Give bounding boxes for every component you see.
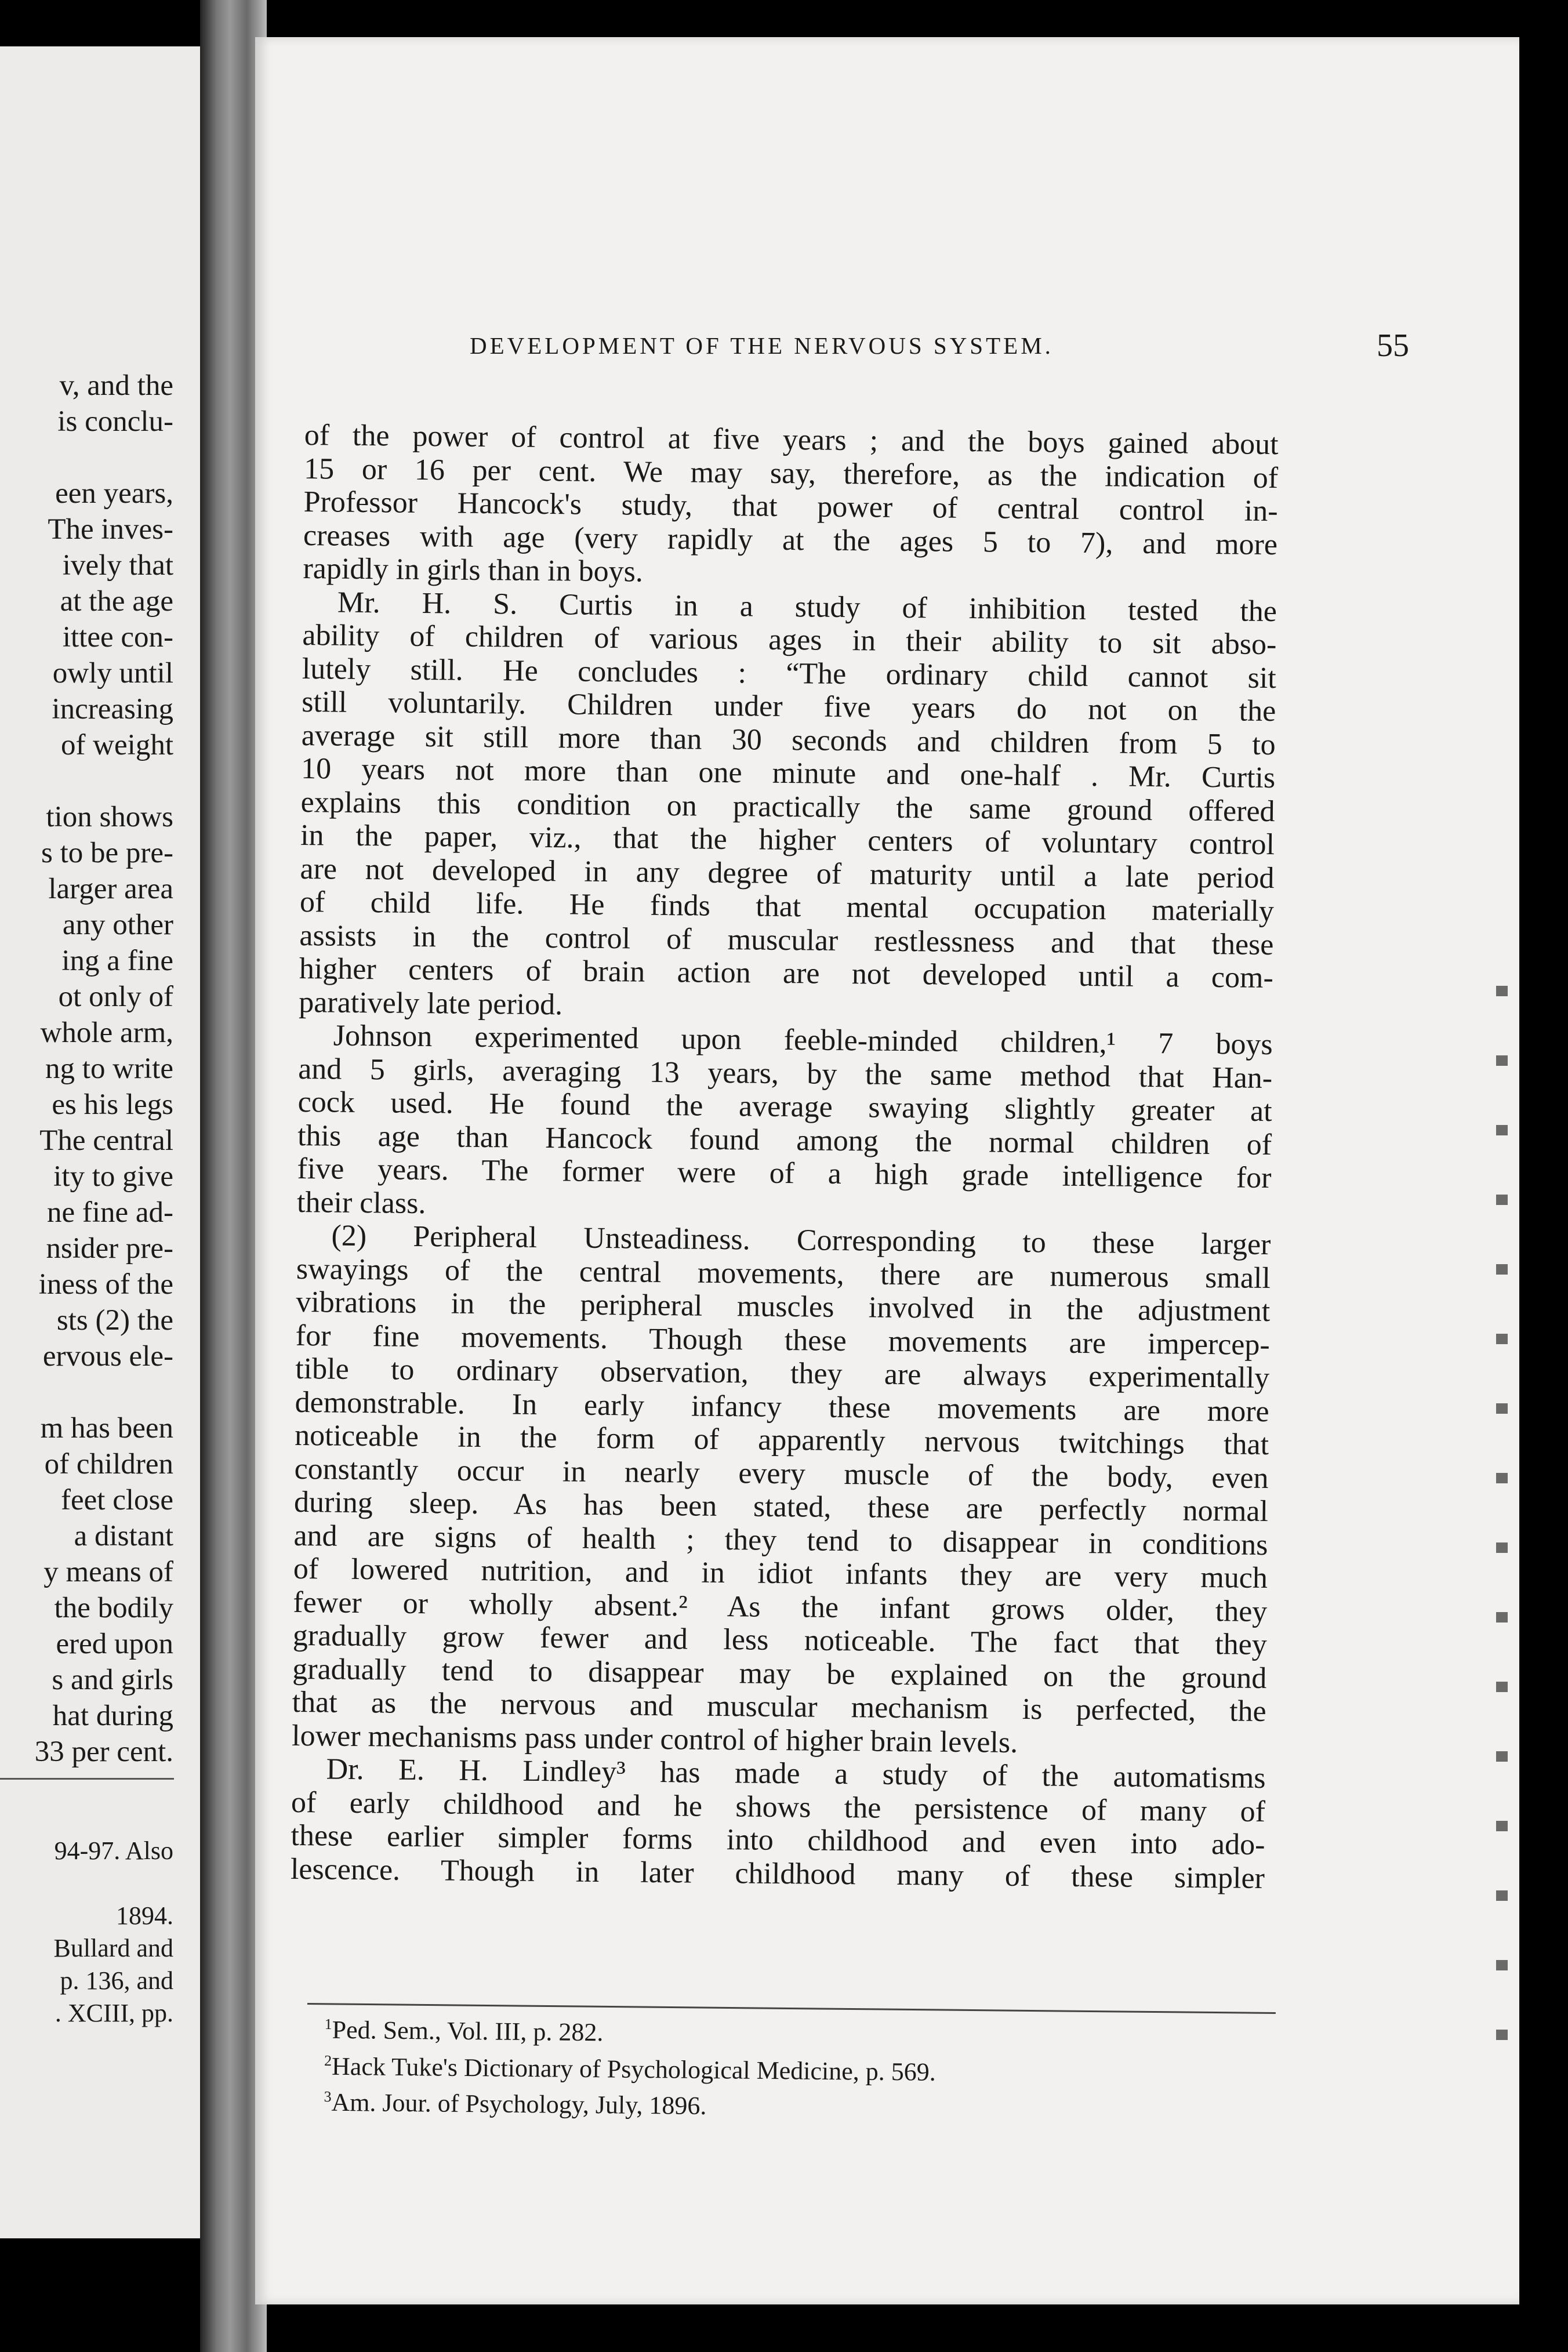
left-text-line: s to be pre- — [41, 837, 173, 869]
text-line: swayings of the central movements, there are numerous small — [296, 1252, 1271, 1295]
text-line: assists in the control of muscular restlessness and that these — [299, 919, 1274, 961]
left-footnote-rule — [0, 1778, 174, 1780]
left-text-line: ittee con- — [62, 621, 173, 654]
text-line: of lowered nutrition, and in idiot infants they are very much — [293, 1552, 1268, 1595]
text-line: and 5 girls, averaging 13 years, by the same method that Han- — [297, 1052, 1273, 1095]
left-text-line: y means of — [43, 1556, 173, 1588]
left-footnote-line: Bullard and — [53, 1934, 173, 1962]
left-text-line: of children — [44, 1448, 173, 1480]
left-text-line: larger area — [48, 873, 173, 905]
running-title: DEVELOPMENT OF THE NERVOUS SYSTEM. — [470, 332, 1054, 359]
text-line: lutely still. He concludes : “The ordinary child cannot sit — [302, 652, 1277, 695]
left-text-line: of weight — [60, 729, 173, 761]
left-text-line: increasing — [52, 693, 173, 725]
page-number: 55 — [1377, 328, 1409, 364]
left-text-line: ot only of — [58, 981, 173, 1013]
text-line: Mr. H. S. Curtis in a study of inhibition tested the — [337, 586, 1277, 628]
left-text-line: v, and the — [59, 369, 173, 402]
text-line: rapidly in girls than in boys. — [303, 551, 644, 589]
left-footnote-line: 1894. — [116, 1901, 173, 1930]
text-line: 15 or 16 per cent. We may say, therefore, as the indication of — [303, 452, 1279, 495]
left-text-line: ng to write — [45, 1052, 173, 1085]
footnote: $^3$Am. Jour. of Psychology, July, 1896. — [324, 2088, 707, 2121]
left-text-line: The central — [39, 1124, 173, 1157]
left-text-line: iness of the — [38, 1268, 173, 1301]
text-line: creases with age (very rapidly at the ages 5 to 7), and more — [303, 518, 1278, 561]
left-text-line: es his legs — [52, 1088, 173, 1121]
left-text-line: ively that — [62, 549, 173, 582]
text-line: of the power of control at five years ; and the boys gained about — [304, 419, 1279, 462]
left-text-line: any other — [62, 909, 173, 941]
left-footnote-line: . XCIII, pp. — [55, 1999, 173, 2027]
text-line: their class. — [296, 1185, 426, 1220]
left-text-line: sts (2) the — [56, 1304, 173, 1337]
left-text-line: at the age — [60, 585, 173, 618]
body-text — [291, 419, 1279, 1895]
left-text-line: ered upon — [56, 1628, 173, 1660]
text-line: during sleep. As has been stated, these are perfectly normal — [293, 1485, 1269, 1529]
text-line: these earlier simpler forms into childhood and even into ado- — [291, 1819, 1265, 1862]
left-text-line: the bodily — [54, 1592, 173, 1624]
text-line: constantly occur in nearly every muscle of the body, even — [294, 1452, 1269, 1495]
left-text-line: ing a fine — [61, 945, 173, 977]
left-footnote-line: 94-97. Also — [54, 1836, 173, 1865]
left-text-line: m has been — [40, 1412, 173, 1444]
text-line: and are signs of health ; they tend to disappear in conditions — [293, 1519, 1268, 1562]
left-text-line: a distant — [74, 1520, 173, 1552]
left-text-line: tion shows — [46, 801, 173, 833]
scan-edge-marks — [1496, 986, 1508, 2088]
text-line: for fine movements. Though these movements are impercep- — [295, 1319, 1271, 1362]
text-line: cock used. He found the average swaying slightly greater at — [297, 1085, 1272, 1128]
text-line: lescence. Though in later childhood many of these simpler — [290, 1852, 1265, 1895]
left-text-line: een years, — [55, 477, 173, 510]
text-line: Dr. E. H. Lindley³ has made a study of the automatisms — [326, 1752, 1266, 1795]
text-line: vibrations in the peripheral muscles involved in the adjustment — [296, 1285, 1271, 1329]
text-line: ability of children of various ages in their ability to sit abso- — [302, 618, 1277, 662]
text-line: 10 years not more than one minute and one-half . Mr. Curtis — [300, 752, 1276, 795]
text-line: of early childhood and he shows the persistence of many of — [291, 1785, 1266, 1828]
text-line: paratively late period. — [299, 985, 563, 1021]
left-text-line: ity to give — [53, 1160, 173, 1193]
left-text-line: feet close — [61, 1484, 173, 1516]
text-line: higher centers of brain action are not developed until a com- — [299, 952, 1274, 995]
running-head — [470, 327, 1409, 373]
text-line: this age than Hancock found among the normal children of — [297, 1119, 1272, 1162]
left-text-line: is conclu- — [57, 405, 173, 438]
text-line: gradually grow fewer and less noticeable. The fact that they — [292, 1618, 1268, 1662]
left-text-line: whole arm, — [40, 1017, 173, 1049]
text-line: are not developed in any degree of maturity until a late period — [300, 852, 1275, 895]
left-text-line: The inves- — [48, 513, 173, 546]
left-text-line: ne fine ad- — [46, 1196, 173, 1229]
text-line: of child life. He finds that mental occupation materially — [299, 885, 1275, 928]
left-text-line: 33 per cent. — [34, 1736, 173, 1768]
left-facing-page — [0, 46, 200, 2238]
left-text-line: owly until — [52, 657, 173, 689]
footnote: $^2$Hack Tuke's Dictionary of Psychological Medicine, p. 569. — [324, 2052, 937, 2086]
text-line: still voluntarily. Children under five years do not on the — [302, 685, 1276, 728]
text-line: that as the nervous and muscular mechanism is perfected, the — [292, 1685, 1266, 1729]
footnote: $^1$Ped. Sem., Vol. III, p. 282. — [324, 2015, 604, 2047]
text-line: five years. The former were of a high grade intelligence for — [297, 1152, 1272, 1195]
text-line: explains this condition on practically the same ground offered — [300, 785, 1275, 828]
text-line: noticeable in the form of apparently nervous twitchings that — [294, 1418, 1269, 1462]
text-line: Johnson experimented upon feeble-minded children,¹ 7 boys — [333, 1019, 1273, 1062]
left-text-line: ervous ele- — [42, 1340, 173, 1373]
text-line: in the paper, viz., that the higher centers of voluntary control — [300, 818, 1275, 862]
footnotes — [324, 2009, 1253, 2126]
text-line: Professor Hancock's study, that power of central control in- — [303, 485, 1278, 528]
text-line: (2) Peripheral Unsteadiness. Corresponding to these larger — [331, 1219, 1271, 1262]
text-line: average sit still more than 30 seconds and children from 5 to — [301, 718, 1276, 761]
text-line: gradually tend to disappear may be explained on the ground — [292, 1652, 1267, 1695]
left-text-line: nsider pre- — [46, 1232, 173, 1265]
text-line: lower mechanisms pass under control of higher brain levels. — [291, 1719, 1018, 1759]
text-line: demonstrable. In early infancy these movements are more — [295, 1385, 1269, 1428]
left-text-line: s and girls — [52, 1664, 173, 1696]
left-text-line: hat during — [52, 1700, 173, 1732]
text-line: tible to ordinary observation, they are always experimentally — [295, 1352, 1270, 1395]
right-page — [255, 37, 1519, 2304]
left-footnote-line: p. 136, and — [60, 1966, 173, 1995]
text-line: fewer or wholly absent.² As the infant grows older, they — [293, 1585, 1268, 1628]
